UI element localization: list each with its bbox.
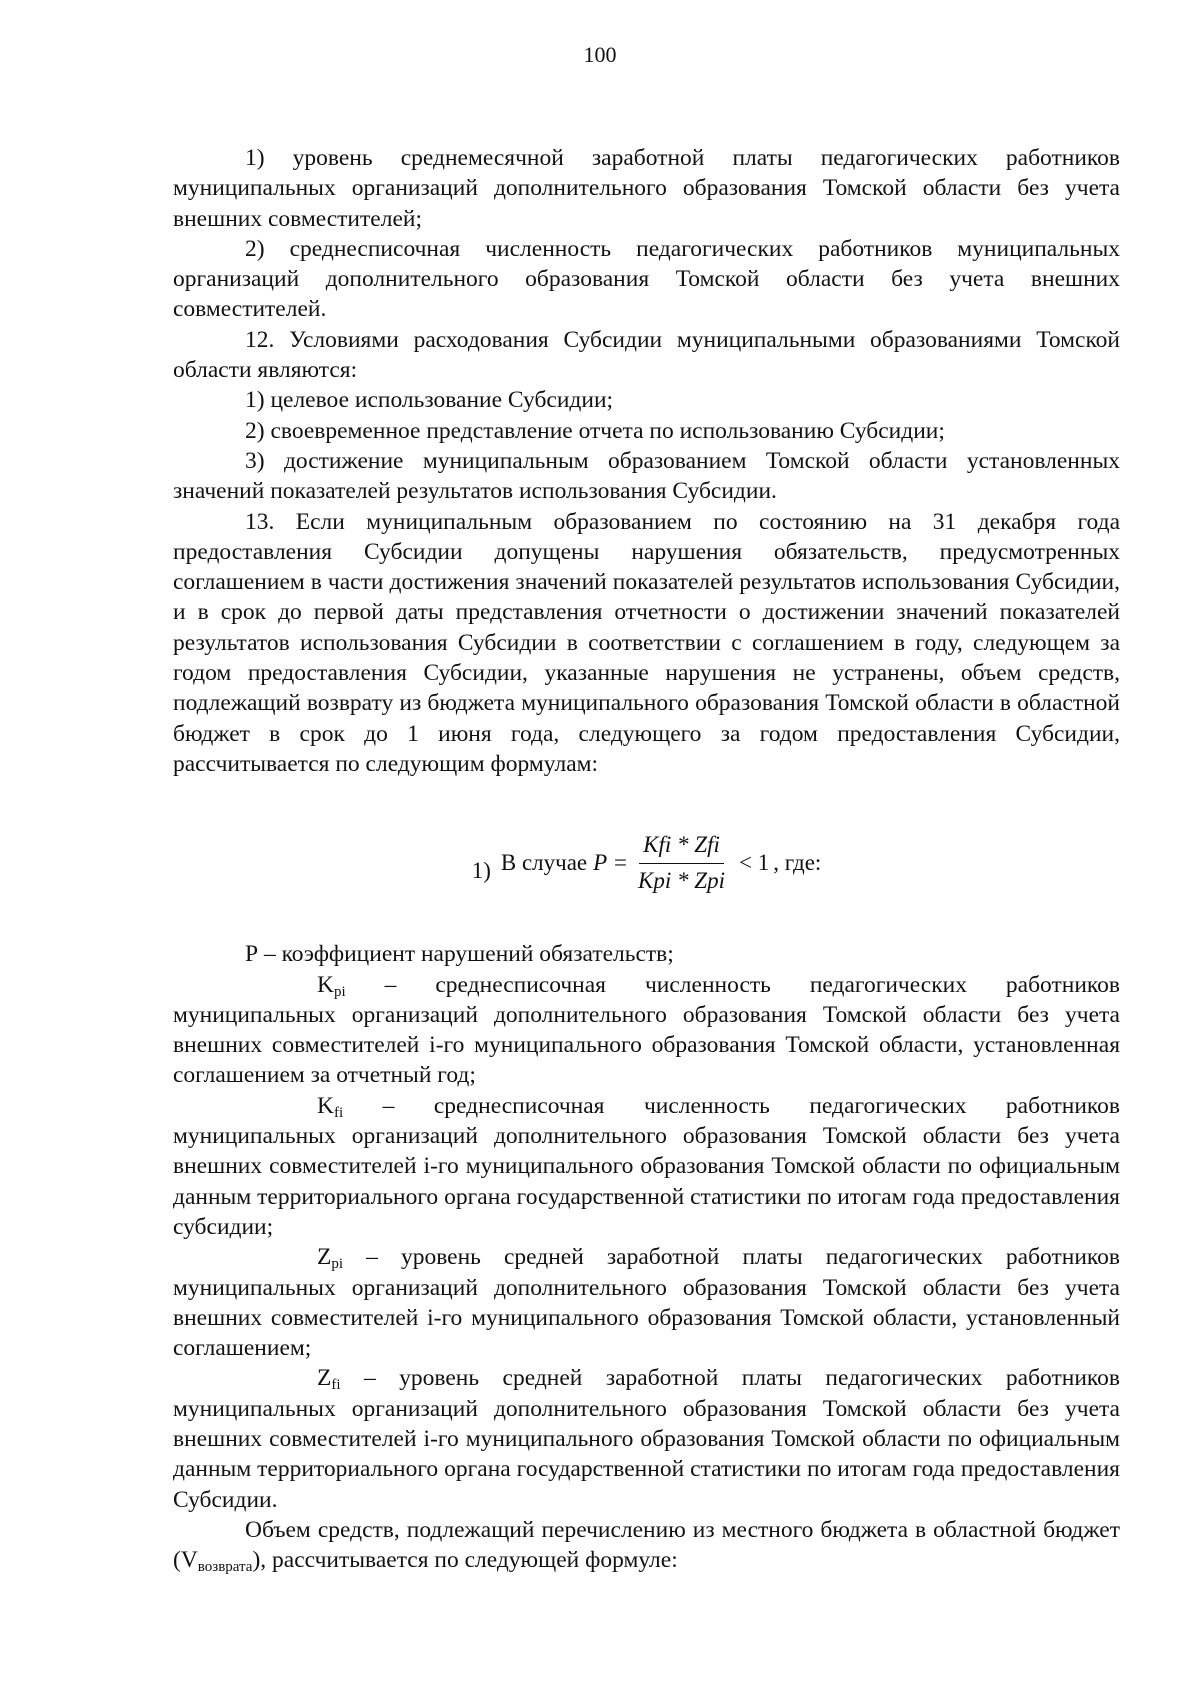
definition-kpi: $K_{pi}$ – среднесписочная численность педагогических работников муниципальных организаций дополнительного образования Томской области без учета внешних совместителей i-го муниципального образования Томской области, установленная соглашением за отчетный год; <box>173 971 1120 1089</box>
formula-fraction <box>634 830 729 896</box>
definition-zfi: $Z_{fi}$ – уровень средней заработной платы педагогических работников муниципальных организаций дополнительного образования Томской области без учета внешних совместителей i-го муниципального образования Томской области по официальным данным территориального органа государственной статистики по итогам года предоставления Субсидии. <box>173 1365 1120 1513</box>
paragraph-12: 12. Условиями расходования Субсидии муниципальными образованиями Томской области являются: <box>173 326 1120 384</box>
page-number: 100 <box>583 42 617 67</box>
paragraph-13: 13. Если муниципальным образованием по состоянию на 31 декабря года предоставления Субсидии допущены нарушения обязательств, предусмотренных соглашением в части достижения значений показателей результатов использования Субсидии, и в срок до первой даты представления отчетности о достижении значений показателей результатов использования Субсидии в соответствии с соглашением в году, следующем за годом предоставления Субсидии, указанные нарушения не устранены, объем средств, подлежащий возврату из бюджета муниципального образования Томской области в областной бюджет в срок до 1 июня года, следующего за годом предоставления Субсидии, рассчитывается по следующим формулам: <box>173 508 1120 777</box>
definition-zpi: $Z_{pi}$ – уровень средней заработной платы педагогических работников муниципальных организаций дополнительного образования Томской области без учета внешних совместителей i-го муниципального образования Томской области, установленный соглашением; <box>173 1244 1120 1362</box>
paragraph-1: 1) уровень среднемесячной заработной платы педагогических работников муниципальных организаций дополнительного образования Томской области без учета внешних совместителей; <box>173 145 1120 232</box>
symbol-zpi: $Z_{pi}$ <box>317 1244 344 1273</box>
formula-where: , где: <box>773 850 822 876</box>
formula-lhs: P = <box>593 850 629 876</box>
formula-comparison: < 1 <box>738 850 770 876</box>
v-return-subscript: возврата <box>197 1559 253 1576</box>
formula-block <box>173 809 1120 917</box>
formula-number: 1) <box>471 858 491 884</box>
paragraph-2: 2) среднесписочная численность педагогических работников муниципальных организаций дополнительного образования Томской области без учета внешних совместителей. <box>173 235 1120 323</box>
formula-case-text: В случае <box>500 850 588 876</box>
document-body <box>173 143 1120 1575</box>
symbol-zfi: $Z_{fi}$ <box>317 1365 341 1394</box>
paragraph-12-1: 1) целевое использование Субсидии; <box>245 387 614 414</box>
definition-p: Р – коэффициент нарушений обязательств; <box>245 941 674 968</box>
formula-denominator: Kpi * Zpi <box>638 867 725 893</box>
symbol-kfi: $K_{fi}$ <box>317 1092 344 1121</box>
definition-kfi: $K_{fi}$ – среднесписочная численность педагогических работников муниципальных организаций дополнительного образования Томской области без учета внешних совместителей i-го муниципального образования Томской области по официальным данным территориального органа государственной статистики по итогам года предоставления субсидии; <box>173 1092 1120 1240</box>
symbol-kpi: $K_{pi}$ <box>317 971 346 1000</box>
paragraph-12-3: 3) достижение муниципальным образованием Томской области установленных значений показателей результатов использования Субсидии. <box>173 447 1120 505</box>
final-paragraph: Объем средств, подлежащий перечислению из местного бюджета в областной бюджет $(V_{возврата})$, рассчитывается по следующей формуле: <box>173 1516 1120 1576</box>
paragraph-12-2: 2) своевременное представление отчета по использованию Субсидии; <box>245 417 945 444</box>
formula-numerator: Kfi * Zfi <box>639 830 724 863</box>
